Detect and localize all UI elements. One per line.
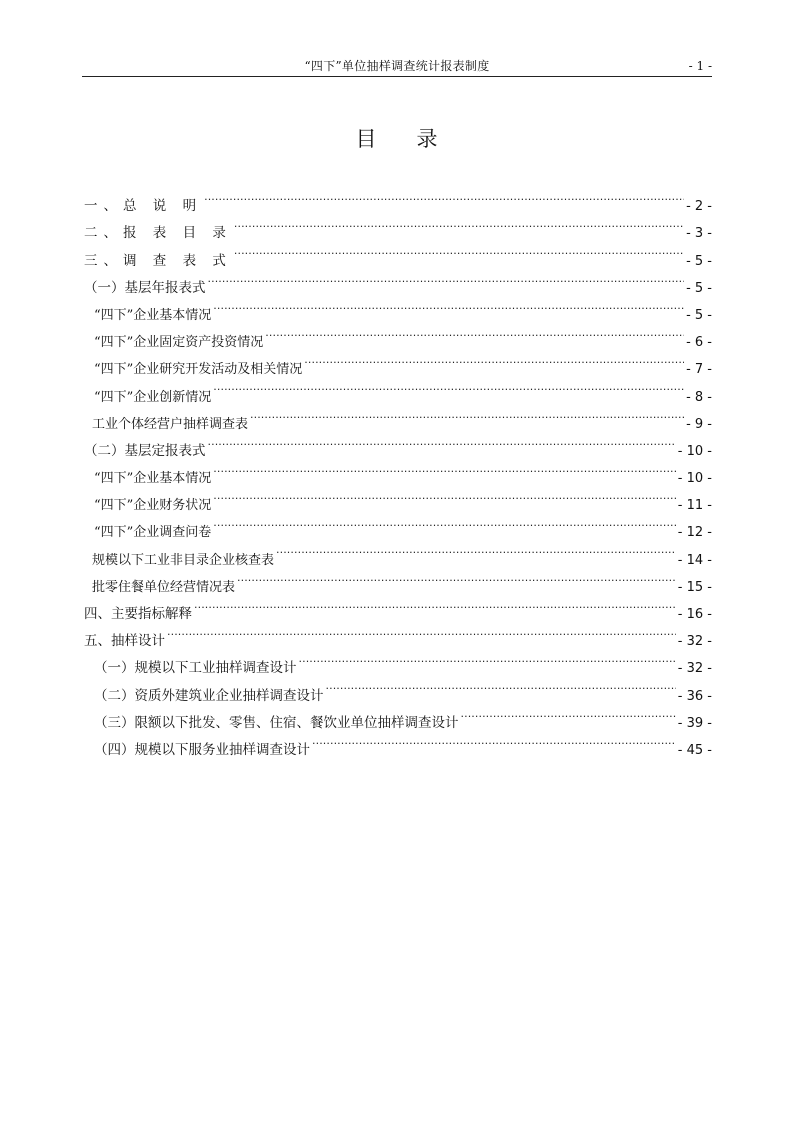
- dot-leader: [213, 482, 676, 509]
- toc-entry-page: - 2 -: [686, 199, 712, 215]
- toc-entry-label: （四）规模以下服务业抽样调查设计: [94, 741, 310, 758]
- toc-entry-page: - 5 -: [686, 307, 712, 323]
- toc-entry-label: （一）基层年报表式: [84, 279, 206, 296]
- toc-entry-page: - 8 -: [686, 389, 712, 405]
- dot-leader: [194, 591, 676, 618]
- toc-entry-page: - 32 -: [677, 634, 712, 650]
- toc-entry-label: “四下”企业财务状况: [94, 498, 212, 514]
- toc-entry-label: 工业个体经营户抽样调查表: [92, 416, 249, 432]
- toc-entry-page: - 10 -: [677, 471, 712, 487]
- dot-leader: [250, 401, 684, 428]
- toc-entry-page: - 11 -: [677, 498, 712, 514]
- dot-leader: [213, 292, 684, 319]
- toc-entry-label: 批零住餐单位经营情况表: [92, 579, 236, 595]
- toc-entry-page: - 5 -: [686, 253, 712, 269]
- toc-entry-page: - 14 -: [677, 552, 712, 568]
- toc-entry-label: 二、报 表 目 录: [84, 225, 232, 242]
- header-page-number: - 1 -: [688, 59, 712, 73]
- dot-leader: [208, 428, 676, 455]
- toc-entry-label: “四下”企业调查问卷: [94, 525, 212, 541]
- dot-leader: [213, 373, 684, 400]
- toc-entry-label: （二）资质外建筑业企业抽样调查设计: [94, 687, 324, 704]
- dot-leader: [234, 210, 684, 237]
- header-divider: [82, 76, 712, 77]
- dot-leader: [208, 265, 685, 292]
- dot-leader: [167, 618, 676, 645]
- dot-leader: [213, 509, 676, 536]
- dot-leader: [237, 564, 676, 591]
- toc-entry-label: 规模以下工业非目录企业核查表: [92, 552, 275, 568]
- toc-entry-page: - 16 -: [677, 607, 712, 622]
- dot-leader: [265, 319, 684, 346]
- toc-entry-label: “四下”企业固定资产投资情况: [94, 335, 264, 351]
- toc-entry-label: （二）基层定报表式: [84, 442, 206, 459]
- toc-entry-page: - 3 -: [686, 226, 712, 242]
- table-of-contents: [84, 183, 712, 758]
- toc-entry-label: 五、抽样设计: [84, 633, 165, 650]
- toc-entry-page: - 15 -: [677, 579, 712, 595]
- toc-entry-page: - 10 -: [677, 443, 712, 459]
- toc-entry-page: - 7 -: [686, 362, 712, 378]
- toc-entry-label: “四下”企业研究开发活动及相关情况: [94, 362, 303, 378]
- dot-leader: [461, 700, 676, 727]
- dot-leader: [326, 672, 676, 699]
- toc-entry-label: “四下”企业创新情况: [94, 389, 212, 405]
- dot-leader: [204, 183, 684, 210]
- toc-entry-page: - 36 -: [677, 688, 712, 704]
- toc-entry-label: 三、调 查 表 式: [84, 252, 232, 269]
- dot-leader: [312, 727, 676, 754]
- page-title: 目录: [355, 127, 478, 151]
- toc-entry-page: - 5 -: [686, 280, 712, 296]
- dot-leader: [304, 346, 684, 373]
- toc-entry-page: - 39 -: [677, 715, 712, 731]
- toc-entry-label: 四、主要指标解释: [84, 606, 192, 622]
- running-header: [82, 58, 712, 74]
- toc-entry-label: “四下”企业基本情况: [94, 307, 212, 323]
- toc-entry-page: - 45 -: [677, 742, 712, 758]
- dot-leader: [276, 536, 676, 563]
- toc-entry-label: （三）限额以下批发、零售、住宿、餐饮业单位抽样调查设计: [94, 714, 459, 731]
- toc-entry-label: （一）规模以下工业抽样调查设计: [94, 660, 297, 677]
- header-title: “四下”单位抽样调查统计报表制度: [304, 59, 490, 73]
- toc-entry-sampling-design[interactable]: [84, 618, 712, 650]
- dot-leader: [299, 645, 676, 672]
- toc-entry-page: - 12 -: [677, 525, 712, 541]
- toc-entry-label: 一、总 说 明: [84, 198, 203, 215]
- toc-entry-label: “四下”企业基本情况: [94, 471, 212, 487]
- toc-entry-page: - 6 -: [686, 335, 712, 351]
- dot-leader: [213, 455, 676, 482]
- dot-leader: [234, 237, 684, 264]
- toc-entry-general-notes[interactable]: [84, 183, 712, 215]
- toc-entry-page: - 32 -: [677, 661, 712, 677]
- toc-entry-industry-sampling[interactable]: [84, 645, 712, 677]
- toc-entry-page: - 9 -: [686, 416, 712, 432]
